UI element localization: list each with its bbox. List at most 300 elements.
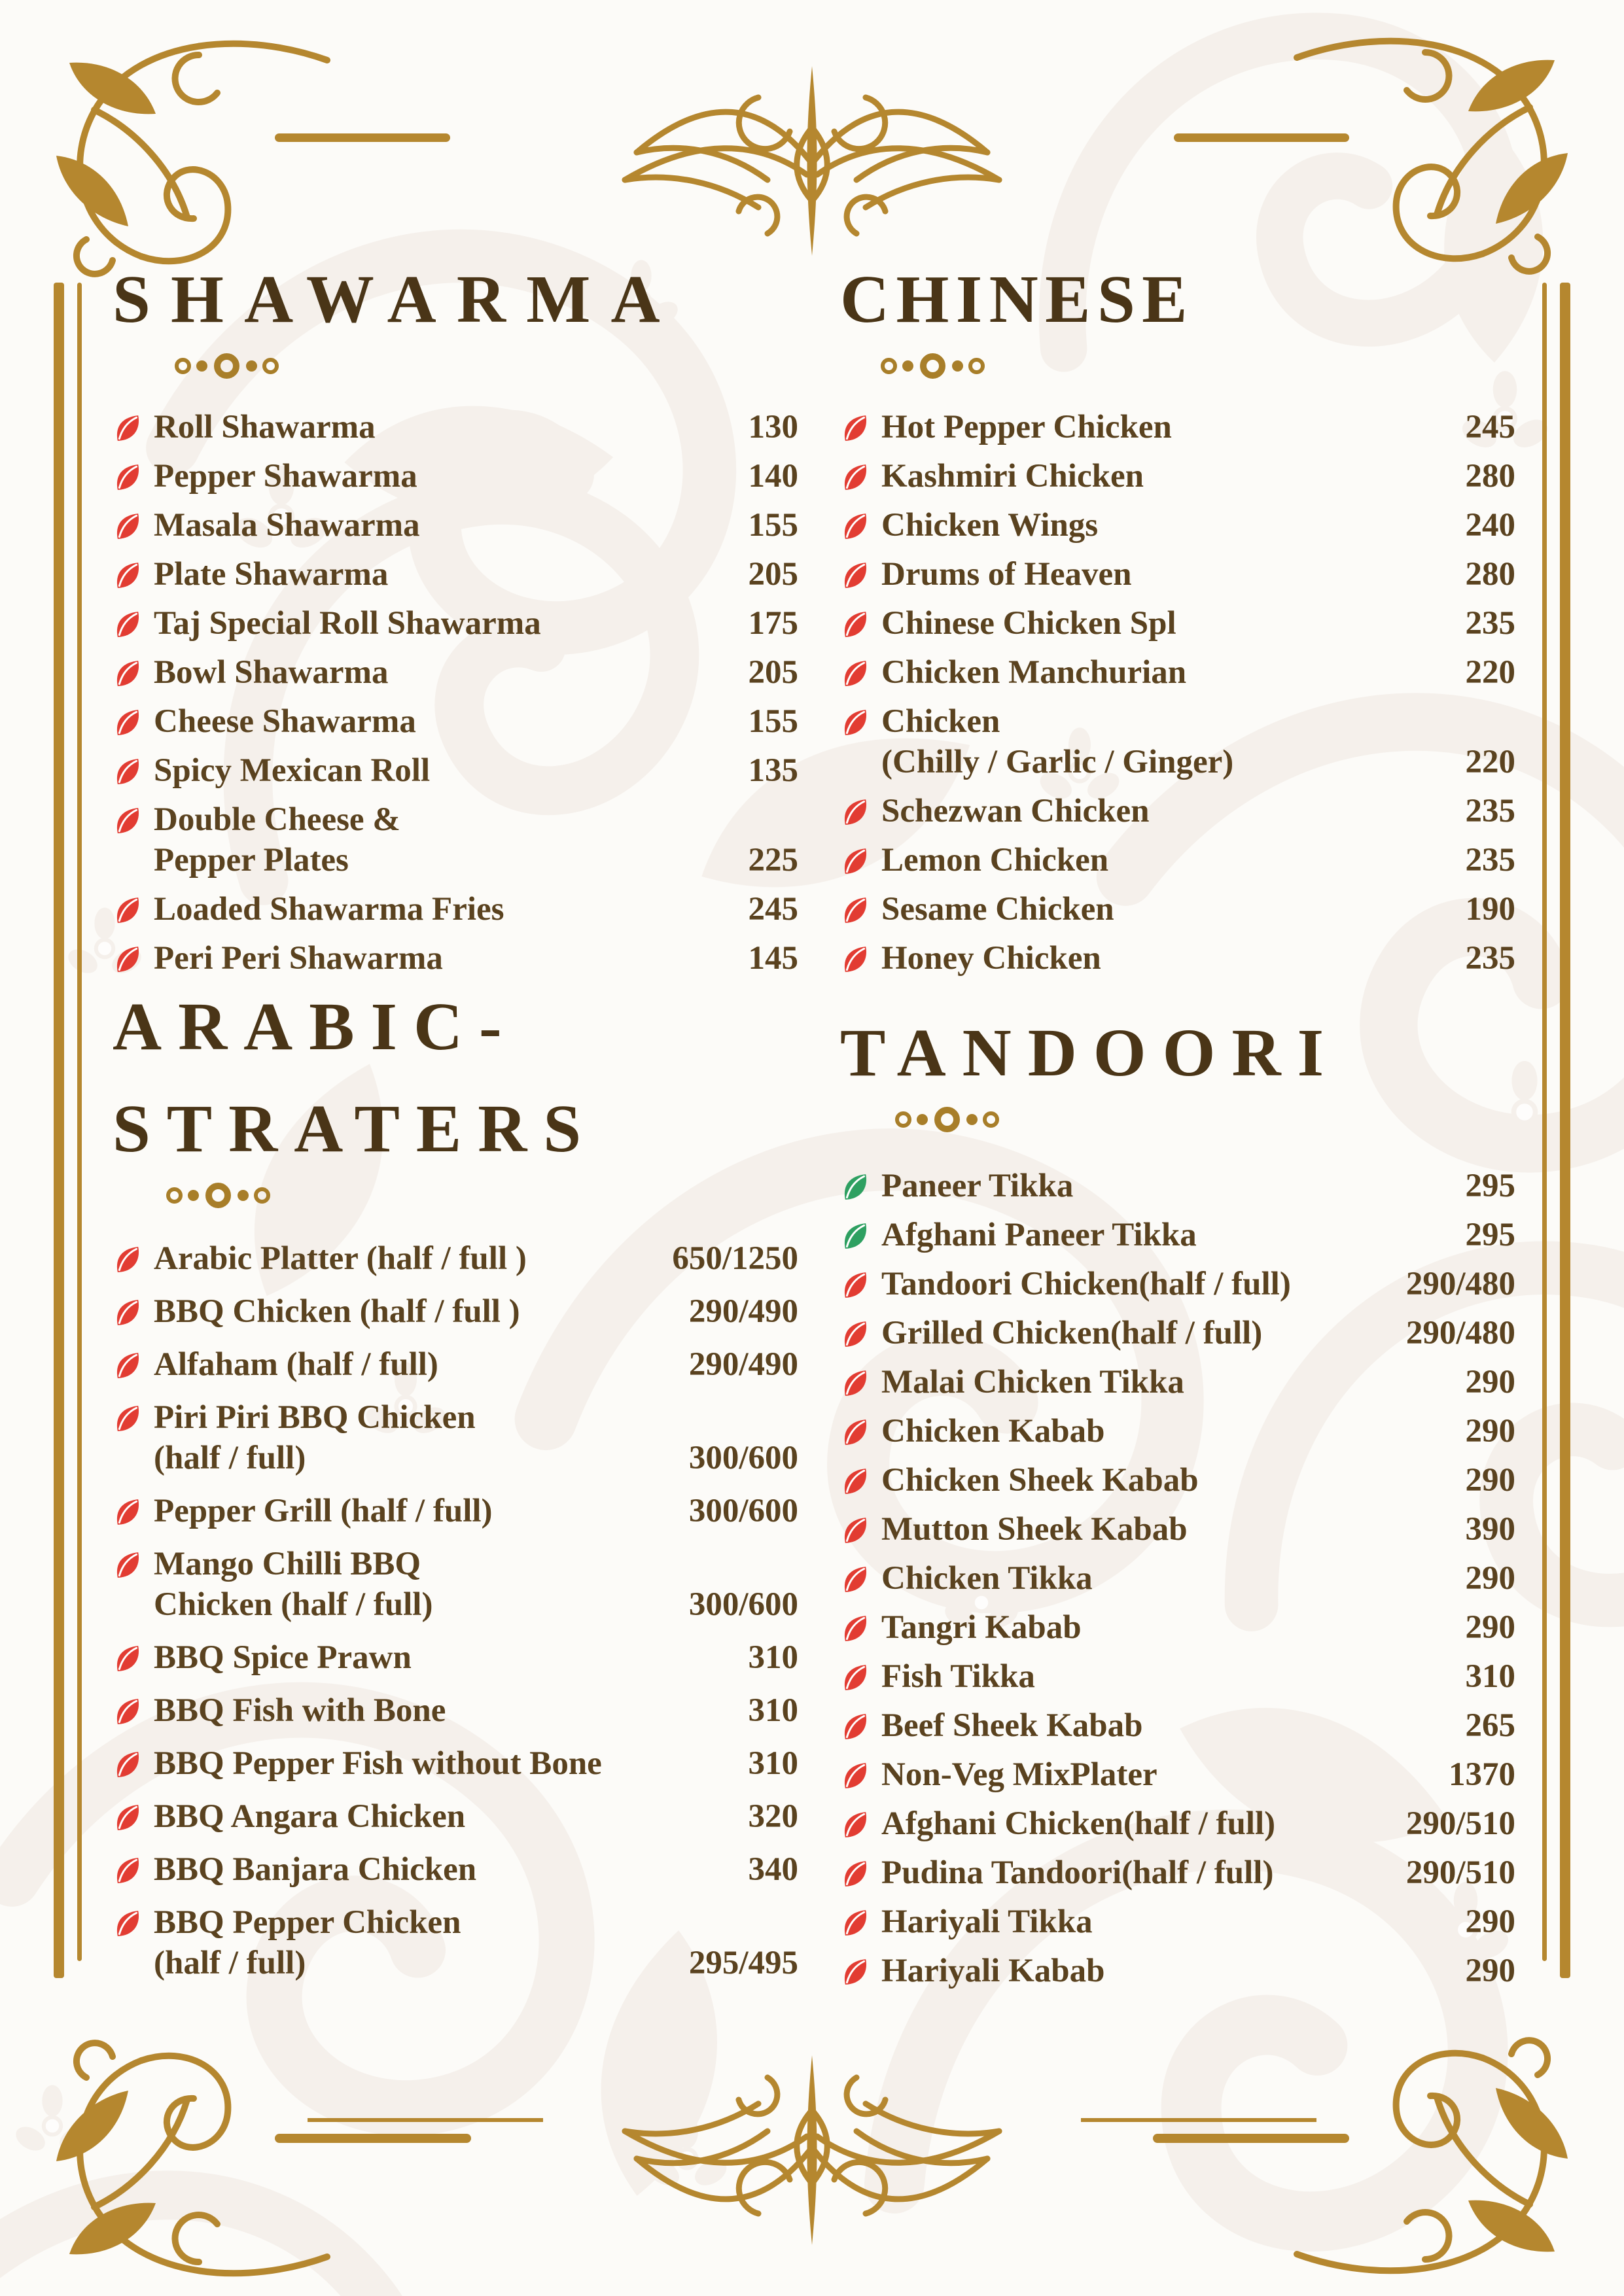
item-price: 280 [1465,458,1515,495]
menu-item [840,554,1515,595]
item-name: Drums of Heaven [881,556,1132,593]
item-price: 290 [1465,1560,1515,1597]
menu-item [840,407,1515,447]
menu-item [840,1411,1515,1452]
leaf-icon [840,1270,871,1300]
item-name: Hariyali Kabab [881,1953,1105,1990]
item-name-block [154,1902,471,1983]
item-price: 320 [748,1798,798,1835]
item-price: 280 [1465,556,1515,593]
leaf-icon [840,1907,871,1938]
item-price: 295 [1465,1217,1515,1254]
item-name-block [881,1803,1286,1844]
menu-item [113,701,798,742]
bottom-left-rule-thin [308,2118,543,2122]
item-name: Chicken Wings [881,507,1099,544]
item-name-block [154,1238,537,1279]
item-name: Schezwan Chicken [881,793,1150,830]
menu-item [113,407,798,447]
item-name: Chicken Kabab [881,1413,1105,1450]
leaf-icon [113,511,143,542]
section-title-chinese: CHINESE [840,262,1194,337]
item-name: Mango Chilli BBQ [154,1545,421,1582]
item-name: Afghani Chicken(half / full) [881,1805,1276,1843]
menu-item [113,456,798,496]
item-name-block [154,1344,449,1385]
corner-flourish-bottom-right [1285,2000,1593,2288]
item-price: 290/510 [1405,1854,1515,1892]
menu-item [113,505,798,546]
item-name: Chicken [881,703,1000,740]
leaf-icon [113,895,143,926]
item-name: Sesame Chicken [881,891,1114,928]
item-name-block [881,652,1197,693]
divider-ring-large [205,1183,231,1208]
leaf-icon [113,609,143,640]
item-price: 290 [1465,1413,1515,1450]
left-border-line-inner [77,283,82,1961]
item-price: 235 [1465,940,1515,977]
item-name-block [881,407,1182,447]
bottom-right-rule-thick [1153,2134,1349,2143]
leaf-icon [113,658,143,689]
item-price: 300/600 [688,1439,798,1476]
menu-item [840,1166,1515,1206]
item-name-block [154,554,398,595]
leaf-icon [113,1244,143,1275]
top-center-flourish [603,56,1021,265]
item-name: Peri Peri Shawarma [154,940,443,977]
menu-item [840,1509,1515,1550]
item-name: Pudina Tandoori(half / full) [881,1854,1274,1892]
divider-ring-large [920,353,945,379]
item-name: BBQ Chicken (half / full ) [154,1293,520,1330]
item-name-block [154,1291,531,1332]
leaf-icon [840,1711,871,1742]
item-name-block [881,554,1142,595]
item-name-block [881,1951,1115,1991]
item-name: Lemon Chicken [881,842,1109,879]
item-name-line2: (half / full) [154,1439,306,1476]
corner-flourish-bottom-left [31,2003,339,2291]
menu-item [840,889,1515,930]
item-name-block [881,1362,1195,1402]
item-list-tandoori [840,1166,1515,1991]
item-price: 295/495 [688,1944,798,1981]
leaf-icon [113,1403,143,1434]
item-name: Piri Piri BBQ Chicken [154,1399,476,1436]
menu-item [840,1215,1515,1255]
item-name: Beef Sheek Kabab [881,1707,1143,1745]
item-price: 220 [1465,654,1515,691]
item-name-block [154,1637,422,1678]
item-price: 310 [748,1692,798,1729]
item-name: Honey Chicken [881,940,1101,977]
item-list-chinese [840,407,1515,979]
divider-ring [983,1111,999,1128]
leaf-icon [113,707,143,738]
item-name-block [881,1754,1168,1795]
item-name-block [881,505,1108,546]
item-name-block [154,1690,456,1731]
item-name: Kashmiri Chicken [881,458,1144,495]
section-title-tandoori: TANDOORI [840,1015,1341,1090]
leaf-icon [113,756,143,787]
menu-item [840,603,1515,644]
item-name-block [881,889,1125,930]
menu-item [840,1902,1515,1942]
leaf-icon [840,1466,871,1497]
item-name-block [881,1558,1103,1599]
divider-dot [196,360,207,372]
leaf-icon [113,805,143,836]
item-name: Pepper Grill (half / full) [154,1492,493,1529]
menu-item [113,1690,798,1731]
leaf-icon [840,846,871,877]
item-name: Hariyali Tikka [881,1904,1093,1941]
item-name: Pepper Shawarma [154,458,417,495]
item-name-block [881,1705,1154,1746]
menu-item [113,750,798,791]
menu-item [113,1637,798,1678]
item-name: Taj Special Roll Shawarma [154,605,541,642]
item-list-shawarma [113,407,798,979]
item-name: Roll Shawarma [154,409,376,446]
leaf-icon [840,1957,871,1987]
item-name-block [881,1264,1301,1304]
leaf-icon [840,1858,871,1889]
leaf-icon [840,413,871,444]
item-name-block [881,840,1119,880]
leaf-icon [113,1350,143,1381]
item-price: 235 [1465,793,1515,830]
item-price: 310 [748,1639,798,1676]
menu-item [840,1362,1515,1402]
menu-item [113,889,798,930]
leaf-icon [840,1564,871,1595]
divider-dot [917,1114,928,1125]
leaf-icon [113,1908,143,1939]
leaf-icon [840,1515,871,1546]
item-name: Bowl Shawarma [154,654,389,691]
item-price: 290/480 [1405,1315,1515,1352]
item-price: 225 [748,842,798,879]
leaf-icon [113,462,143,493]
item-price: 155 [748,703,798,740]
item-name: Grilled Chicken(half / full) [881,1315,1263,1352]
item-name-block [881,791,1159,831]
menu-item [113,1849,798,1890]
item-price: 175 [748,605,798,642]
divider-dot [902,360,913,372]
menu-item [840,1460,1515,1501]
item-name: Chicken Sheek Kabab [881,1462,1199,1499]
leaf-icon [840,1368,871,1399]
right-border-line-outer [1560,283,1570,1978]
divider-ring [175,358,191,374]
leaf-icon [840,1613,871,1644]
divider-ring [254,1187,270,1204]
menu-item [840,791,1515,831]
item-price: 220 [1465,744,1515,781]
divider-ring [262,358,279,374]
leaf-icon [840,1662,871,1693]
item-name: BBQ Pepper Chicken [154,1904,461,1941]
item-price: 240 [1465,507,1515,544]
item-name: Chicken Manchurian [881,654,1187,691]
item-name-block [881,456,1154,496]
menu-item [840,840,1515,880]
menu-item [840,1313,1515,1353]
item-name-line2: Chicken (half / full) [154,1586,433,1623]
item-price: 310 [748,1745,798,1782]
item-price: 140 [748,458,798,495]
item-name: Mutton Sheek Kabab [881,1511,1188,1548]
item-name: Non-Veg MixPlater [881,1756,1157,1794]
item-price: 340 [748,1851,798,1888]
divider-dot [966,1114,978,1125]
top-right-rule [1174,133,1349,142]
item-name: Chinese Chicken Spl [881,605,1176,642]
leaf-icon [840,707,871,738]
menu-item [113,1238,798,1279]
item-name-block [154,603,552,644]
item-name: Paneer Tikka [881,1168,1074,1205]
item-price: 290 [1465,1364,1515,1401]
divider-dot [188,1190,199,1201]
section-title-shawarma: SHAWARMA [113,262,680,337]
divider-dot [238,1190,249,1201]
menu-item [113,1491,798,1531]
leaf-icon [840,560,871,591]
leaf-icon [840,1221,871,1251]
item-name-block [154,505,431,546]
item-price: 650/1250 [672,1240,798,1277]
item-name: BBQ Banjara Chicken [154,1851,477,1888]
section-arabic-straters [113,989,798,1996]
item-price: 145 [748,940,798,977]
item-name-line2: (half / full) [154,1944,306,1981]
item-name: Chicken Tikka [881,1560,1093,1597]
item-price: 290/490 [688,1346,798,1383]
menu-item [113,1344,798,1385]
item-price: 235 [1465,842,1515,879]
item-name: Spicy Mexican Roll [154,752,431,790]
item-name-block [881,1460,1209,1501]
item-price: 290 [1465,1462,1515,1499]
menu-item [840,1705,1515,1746]
item-price: 1370 [1449,1756,1515,1794]
menu-item [840,505,1515,546]
leaf-icon [840,1809,871,1840]
leaf-icon [113,1855,143,1886]
menu-item [840,1852,1515,1893]
divider-dot [952,360,963,372]
item-price: 135 [748,752,798,790]
item-name: Afghani Paneer Tikka [881,1217,1197,1254]
item-price: 290/480 [1405,1266,1515,1303]
item-name-block [154,701,427,742]
menu-item [113,1544,798,1625]
leaf-icon [840,1172,871,1202]
section-chinese [840,262,1515,987]
item-price: 300/600 [688,1586,798,1623]
leaf-icon [840,1760,871,1791]
item-name-line2: (Chilly / Garlic / Ginger) [881,744,1234,781]
leaf-icon [113,1550,143,1580]
leaf-icon [840,944,871,975]
menu-item [113,1743,798,1784]
item-name-block [154,750,440,791]
menu-item [840,938,1515,979]
section-header [840,1015,1340,1132]
item-name-block [881,1607,1092,1648]
divider-ring-large [934,1107,960,1132]
item-name-block [154,1397,486,1478]
ornamental-divider [169,353,624,378]
item-price: 290 [1465,1609,1515,1646]
item-name-block [154,1491,503,1531]
item-name: Tandoori Chicken(half / full) [881,1266,1291,1303]
leaf-icon [113,1497,143,1527]
item-price: 290/510 [1405,1805,1515,1843]
section-title-arabic-line2: STRATERS [113,1091,598,1167]
menu-item [840,652,1515,693]
menu-item [113,1397,798,1478]
item-price: 295 [1465,1168,1515,1205]
item-price: 245 [1465,409,1515,446]
item-name: BBQ Fish with Bone [154,1692,446,1729]
item-name-line2: Pepper Plates [154,842,349,879]
item-name-block [154,799,411,880]
item-name-block [154,456,428,496]
section-shawarma [113,262,798,987]
item-price: 290 [1465,1953,1515,1990]
leaf-icon [113,560,143,591]
item-name-block [881,1656,1046,1697]
leaf-icon [113,1696,143,1727]
menu-item [113,1902,798,1983]
item-name-block [154,407,386,447]
leaf-icon [113,413,143,444]
menu-item [113,799,798,880]
leaf-icon [840,1417,871,1448]
leaf-icon [840,511,871,542]
menu-item [840,1607,1515,1648]
section-header [113,989,597,1208]
item-name-block [154,652,398,693]
item-price: 310 [1465,1658,1515,1696]
leaf-icon [113,1643,143,1674]
menu-item [840,456,1515,496]
section-tandoori [840,1015,1515,2000]
divider-ring-large [214,353,239,379]
item-name: BBQ Pepper Fish without Bone [154,1745,602,1782]
item-name: Arabic Platter (half / full ) [154,1240,527,1277]
leaf-icon [840,1319,871,1349]
bottom-center-flourish [603,2046,1021,2255]
menu-item [113,603,798,644]
left-border-line-outer [54,283,64,1978]
item-name-block [881,1852,1284,1893]
item-name-block [881,1411,1116,1452]
menu-item [113,1796,798,1837]
item-price: 155 [748,507,798,544]
menu-item [840,1558,1515,1599]
divider-ring [895,1111,911,1128]
item-price: 130 [748,409,798,446]
item-name-block [881,1313,1273,1353]
item-price: 390 [1465,1511,1515,1548]
item-name-block [154,938,453,979]
item-name: Cheese Shawarma [154,703,416,740]
leaf-icon [113,944,143,975]
item-name: BBQ Spice Prawn [154,1639,412,1676]
item-name-block [881,938,1112,979]
item-name-block [881,1166,1084,1206]
section-header [113,262,680,378]
divider-ring [968,358,985,374]
menu-item [113,938,798,979]
leaf-icon [840,462,871,493]
item-name-block [881,1902,1103,1942]
item-name: Double Cheese & [154,801,400,839]
item-price: 290 [1465,1904,1515,1941]
item-name: Masala Shawarma [154,507,420,544]
ornamental-divider [890,1107,1290,1132]
item-price: 190 [1465,891,1515,928]
leaf-icon [840,609,871,640]
item-name-block [154,1796,476,1837]
item-price: 245 [748,891,798,928]
section-title-arabic-line1: ARABIC- [113,989,518,1064]
item-price: 265 [1465,1707,1515,1745]
item-name-block [881,1215,1207,1255]
ornamental-divider [161,1183,549,1208]
divider-ring [166,1187,183,1204]
item-price: 300/600 [688,1492,798,1529]
item-name-block [154,1849,487,1890]
menu-item [840,1656,1515,1697]
divider-dot [246,360,257,372]
leaf-icon [840,797,871,827]
item-name-block [881,1509,1198,1550]
item-price: 235 [1465,605,1515,642]
menu-item [840,1951,1515,1991]
item-name-block [154,1544,443,1625]
menu-item [840,1803,1515,1844]
menu-item [113,1291,798,1332]
item-name: Tangri Kabab [881,1609,1082,1646]
ornamental-divider [875,353,1159,378]
item-price: 205 [748,556,798,593]
leaf-icon [113,1749,143,1780]
divider-ring [881,358,897,374]
menu-item [840,1754,1515,1795]
item-name: Malai Chicken Tikka [881,1364,1184,1401]
item-name: Plate Shawarma [154,556,389,593]
leaf-icon [113,1297,143,1328]
item-name-block [154,1743,612,1784]
item-list-arabic [113,1238,798,1983]
item-name: Loaded Shawarma Fries [154,891,504,928]
menu-item [113,652,798,693]
right-border-line-inner [1542,283,1547,1961]
leaf-icon [113,1802,143,1833]
section-header [840,262,1194,378]
menu-item [840,1264,1515,1304]
menu-item [840,701,1515,782]
